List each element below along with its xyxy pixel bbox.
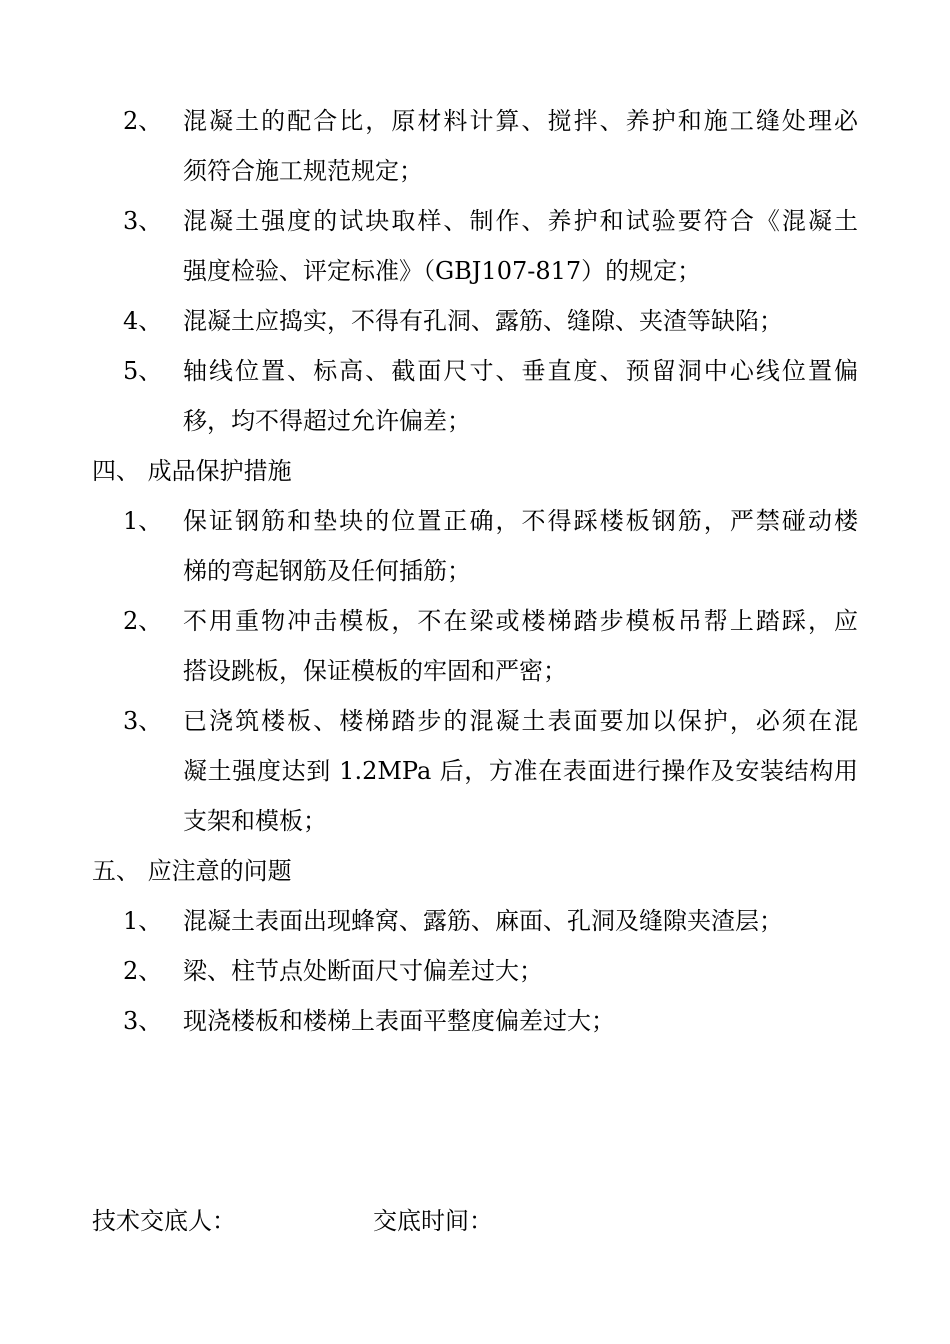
- item-text: 梯的弯起钢筋及任何插筋；: [183, 557, 471, 585]
- item-text: 移，均不得超过允许偏差；: [183, 407, 471, 435]
- item-number: 1、: [123, 907, 163, 935]
- item-number: 5、: [123, 357, 163, 385]
- item-text: 凝土强度达到 1.2MPa 后，方准在表面进行操作及安装结构用: [183, 757, 858, 785]
- item-number: 1、: [123, 507, 163, 535]
- item-text: 支架和模板；: [183, 807, 327, 835]
- item-number: 3、: [123, 207, 163, 235]
- item-text: 混凝土表面出现蜂窝、露筋、麻面、孔洞及缝隙夹渣层；: [183, 907, 783, 935]
- item-text: 强度检验、评定标准》（GBJ107-817）的规定；: [183, 257, 702, 285]
- item-text: 保证钢筋和垫块的位置正确，不得踩楼板钢筋，严禁碰动楼: [183, 507, 858, 535]
- presenter-label: 技术交底人：: [92, 1207, 236, 1235]
- item-number: 2、: [123, 957, 163, 985]
- item-text: 混凝土的配合比，原材料计算、搅拌、养护和施工缝处理必: [183, 107, 858, 135]
- section-title: 五、 应注意的问题: [92, 857, 292, 885]
- item-text: 不用重物冲击模板，不在梁或楼梯踏步模板吊帮上踏踩，应: [183, 607, 858, 635]
- item-number: 4、: [123, 307, 163, 335]
- item-number: 3、: [123, 707, 163, 735]
- item-text: 已浇筑楼板、楼梯踏步的混凝土表面要加以保护，必须在混: [183, 707, 858, 735]
- item-text: 梁、柱节点处断面尺寸偏差过大；: [183, 957, 543, 985]
- item-text: 现浇楼板和楼梯上表面平整度偏差过大；: [183, 1007, 615, 1035]
- item-text: 混凝土强度的试块取样、制作、养护和试验要符合《混凝土: [183, 207, 858, 235]
- section-title: 四、 成品保护措施: [92, 457, 292, 485]
- item-text: 须符合施工规范规定；: [183, 157, 423, 185]
- item-text: 搭设跳板，保证模板的牢固和严密；: [183, 657, 567, 685]
- item-number: 3、: [123, 1007, 163, 1035]
- item-number: 2、: [123, 107, 163, 135]
- item-text: 轴线位置、标高、截面尺寸、垂直度、预留洞中心线位置偏: [183, 357, 858, 385]
- item-text: 混凝土应捣实，不得有孔洞、露筋、缝隙、夹渣等缺陷；: [183, 307, 783, 335]
- item-number: 2、: [123, 607, 163, 635]
- time-label: 交底时间：: [373, 1207, 493, 1235]
